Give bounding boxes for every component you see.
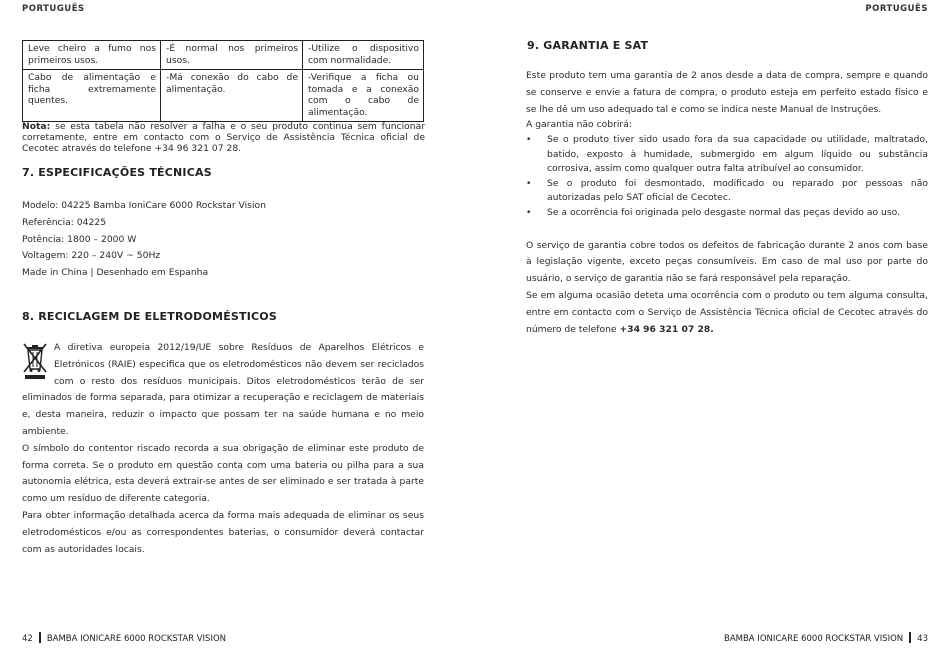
table-cell: Cabo de alimentação e ficha extremamente quentes. xyxy=(23,70,161,122)
bullet: • xyxy=(526,177,532,189)
table-cell: -Má conexão do cabo de alimentação. xyxy=(161,70,303,122)
recycling-paragraph: Para obter informação detalhada acerca da forma mais adequada de eliminar os seus eletrodomésticos e/ou as correspondentes baterias, o consumidor deverá contactar com as autoridades locais. xyxy=(22,509,424,555)
note-label: Nota: xyxy=(22,121,51,132)
bullet: • xyxy=(526,206,532,218)
footer-left xyxy=(22,632,226,644)
table-row xyxy=(23,41,424,70)
spec-line: Referência: 04225 xyxy=(22,216,107,228)
bullet: • xyxy=(526,133,532,145)
footer-title: BAMBA IONICARE 6000 ROCKSTAR VISION xyxy=(46,634,227,644)
page-number: 42 xyxy=(22,634,33,644)
table-cell: -Verifique a ficha ou tomada e a conexão com o cabo de alimentação. xyxy=(303,70,424,122)
divider xyxy=(39,632,41,643)
section-title-warranty: 9. GARANTIA E SAT xyxy=(527,39,649,52)
list-item-text: Se a ocorrência foi originada pelo desgaste normal das peças devido ao uso. xyxy=(547,206,901,218)
table-cell: -Utilize o dispositivo com normalidade. xyxy=(303,41,424,70)
list-item xyxy=(526,206,928,221)
warranty-contact-paragraph xyxy=(526,288,928,338)
divider xyxy=(909,632,911,643)
section-title-recycling: 8. RECICLAGEM DE ELETRODOMÉSTICOS xyxy=(22,310,277,323)
note-text: se esta tabela não resolver a falha e o seu produto continua sem funcionar corretamente, entre em contacto com o Serviço de Assistência Técnica oficial de Cecotec através do telefone +34 96 321 07 28. xyxy=(22,121,425,154)
header-language: PORTUGUÊS xyxy=(865,4,928,14)
specs-list xyxy=(22,200,266,284)
warranty-exclusions-list xyxy=(526,133,928,221)
footer-title: BAMBA IONICARE 6000 ROCKSTAR VISION xyxy=(723,634,904,644)
section-title-specs: 7. ESPECIFICAÇÕES TÉCNICAS xyxy=(22,166,212,179)
header-language: PORTUGUÊS xyxy=(22,4,85,14)
warranty-text xyxy=(526,68,928,338)
recycling-paragraph: O símbolo do contentor riscado recorda a sua obrigação de eliminar este produto de forma correta. Se o produto em questão conta com uma bateria ou pilha para a sua autonomia elétrica, esta deverá extrair-se antes de ser eliminado e ser tratada à parte como um resíduo de diferente categoria. xyxy=(22,442,424,505)
table-cell: Leve cheiro a fumo nos primeiros usos. xyxy=(23,41,161,70)
list-item-text: Se o produto foi desmontado, modificado ou reparado por pessoas não autorizadas pelo SAT oficial de Cecotec. xyxy=(547,177,928,204)
recycling-text-1: A diretiva europeia 2012/19/UE sobre Resíduos de Aparelhos Elétricos e Eletrónicos (RAIE) especifica que os eletrodomésticos não devem ser reciclados com o resto dos resíduos municipais. Ditos eletrodomésticos terão de ser eliminados de forma separada, para otimizar a recuperação e reciclagem de materiais e, desta maneira, reduzir o impacto que possam ter na saúde humana e no meio ambiente. xyxy=(22,342,424,437)
list-item-text: Se o produto tiver sido usado fora da sua capacidade ou utilidade, maltratado, batido, exposto à humidade, submergido em algum líquido ou substância corrosiva, assim como qualquer outra falta atribuível ao consumidor. xyxy=(547,133,928,175)
footer-right xyxy=(724,632,928,644)
spec-line: Modelo: 04225 Bamba IoniCare 6000 Rockstar Vision xyxy=(22,200,266,211)
warranty-service-paragraph: O serviço de garantia cobre todos os defeitos de fabricação durante 2 anos com base à legislação vigente, exceto peças consumíveis. Em caso de mal uso por parte do usuário, o serviço de garantia não se fará responsável pela reparação. xyxy=(526,239,928,285)
contact-text: Se em alguma ocasião deteta uma ocorrência com o produto ou tem alguma consulta, entre em contacto com o Serviço de Assistência Técnica oficial de Cecotec através do número de telefone xyxy=(526,289,928,335)
warranty-not-covered-label: A garantia não cobrirá: xyxy=(526,119,632,131)
troubleshooting-table xyxy=(22,40,424,122)
phone-number: +34 96 321 07 28. xyxy=(619,323,714,335)
recycling-paragraph xyxy=(22,340,424,441)
recycling-text xyxy=(22,340,424,558)
warranty-intro: Este produto tem uma garantia de 2 anos desde a data de compra, sempre e quando se conserve e envie a fatura de compra, o produto esteja em perfeito estado físico e se lhe dê um uso adequado tal e como se indica neste Manual de Instruções. xyxy=(526,70,928,115)
list-item xyxy=(526,177,928,206)
table-row xyxy=(23,70,424,122)
crossed-out-bin-icon xyxy=(22,342,48,380)
spec-line: Voltagem: 220 – 240V ~ 50Hz xyxy=(22,250,161,262)
page-number: 43 xyxy=(917,634,928,644)
spacer xyxy=(526,221,928,238)
note-paragraph xyxy=(22,121,425,154)
table-cell: -É normal nos primeiros usos. xyxy=(161,41,303,70)
spec-line: Potência: 1800 – 2000 W xyxy=(22,233,137,245)
list-item xyxy=(526,133,928,177)
spec-line: Made in China | Desenhado em Espanha xyxy=(22,267,209,279)
